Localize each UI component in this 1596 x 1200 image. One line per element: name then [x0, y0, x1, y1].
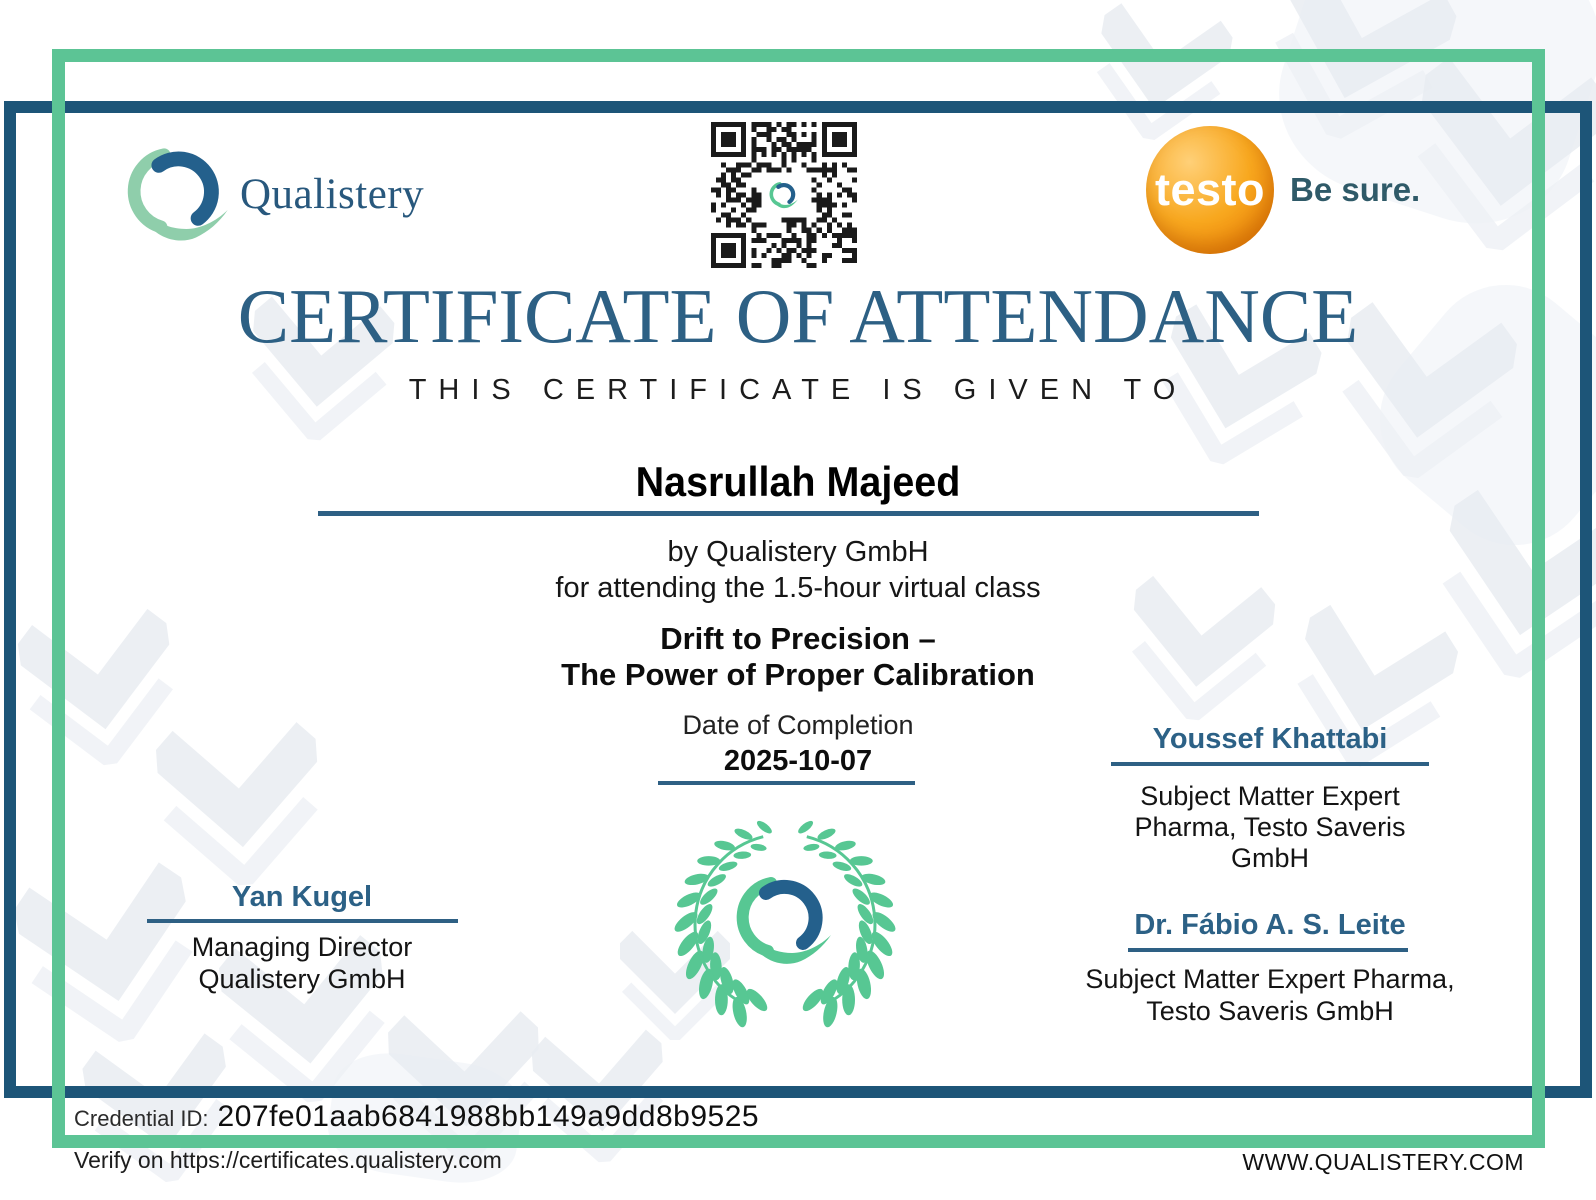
- signature-line: [1111, 762, 1429, 766]
- role-line: Subject Matter Expert: [1140, 781, 1400, 811]
- role-line: GmbH: [1230, 843, 1309, 873]
- signatory-right-top-name: Youssef Khattabi: [1152, 723, 1388, 755]
- testo-tagline: Be sure.: [1290, 171, 1421, 208]
- recipient-underline: [318, 511, 1259, 516]
- role-line: Qualistery GmbH: [198, 964, 406, 994]
- testo-ball-icon: [1146, 126, 1274, 254]
- date-underline: [658, 781, 915, 785]
- qualistery-q-icon: [766, 177, 802, 213]
- course-title-line2: The Power of Proper Calibration: [561, 657, 1035, 692]
- role-line: Subject Matter Expert Pharma,: [1085, 964, 1455, 994]
- signature-line: [1128, 948, 1408, 952]
- role-line: Pharma, Testo Saveris: [1134, 812, 1406, 842]
- signatory-right-bottom-name: Dr. Fábio A. S. Leite: [1134, 909, 1406, 941]
- qr-code-icon: [711, 122, 857, 268]
- role-line: Testo Saveris GmbH: [1146, 996, 1394, 1026]
- testo-partner-logo: [1146, 126, 1420, 254]
- signatory-right-bottom-roles: [1035, 963, 1505, 1027]
- signatory-left-roles: [110, 931, 494, 995]
- issuer-line: by Qualistery GmbH: [667, 536, 929, 568]
- completion-date: 2025-10-07: [723, 745, 873, 777]
- brand-name: Qualistery: [240, 170, 425, 218]
- certificate-title: CERTIFICATE OF ATTENDANCE: [237, 273, 1359, 359]
- testo-wordmark: testo: [1154, 164, 1265, 215]
- qualistery-q-icon: [126, 140, 232, 248]
- verify-url: Verify on https://certificates.qualistery.com: [74, 1147, 502, 1173]
- laurel-wreath-icon: [663, 798, 907, 1058]
- signatory-right-top-roles: [1080, 781, 1460, 874]
- recipient-name: Nasrullah Majeed: [635, 458, 961, 505]
- credential-label: Credential ID:: [74, 1106, 209, 1131]
- credential-id: 207fe01aab6841988bb149a9dd8b9525: [217, 1100, 760, 1133]
- role-line: Managing Director: [191, 932, 413, 962]
- attendance-line: for attending the 1.5-hour virtual class: [555, 572, 1041, 604]
- completion-label: Date of Completion: [682, 710, 914, 740]
- certificate-subtitle: THIS CERTIFICATE IS GIVEN TO: [408, 374, 1188, 406]
- signature-line: [147, 919, 458, 923]
- credential-row: [74, 1100, 759, 1134]
- qualistery-q-icon: [735, 870, 835, 970]
- course-title-line1: Drift to Precision –: [660, 621, 936, 656]
- website-url: WWW.QUALISTERY.COM: [1242, 1149, 1524, 1175]
- signatory-left-name: Yan Kugel: [231, 881, 373, 913]
- qualistery-brand: [126, 140, 424, 248]
